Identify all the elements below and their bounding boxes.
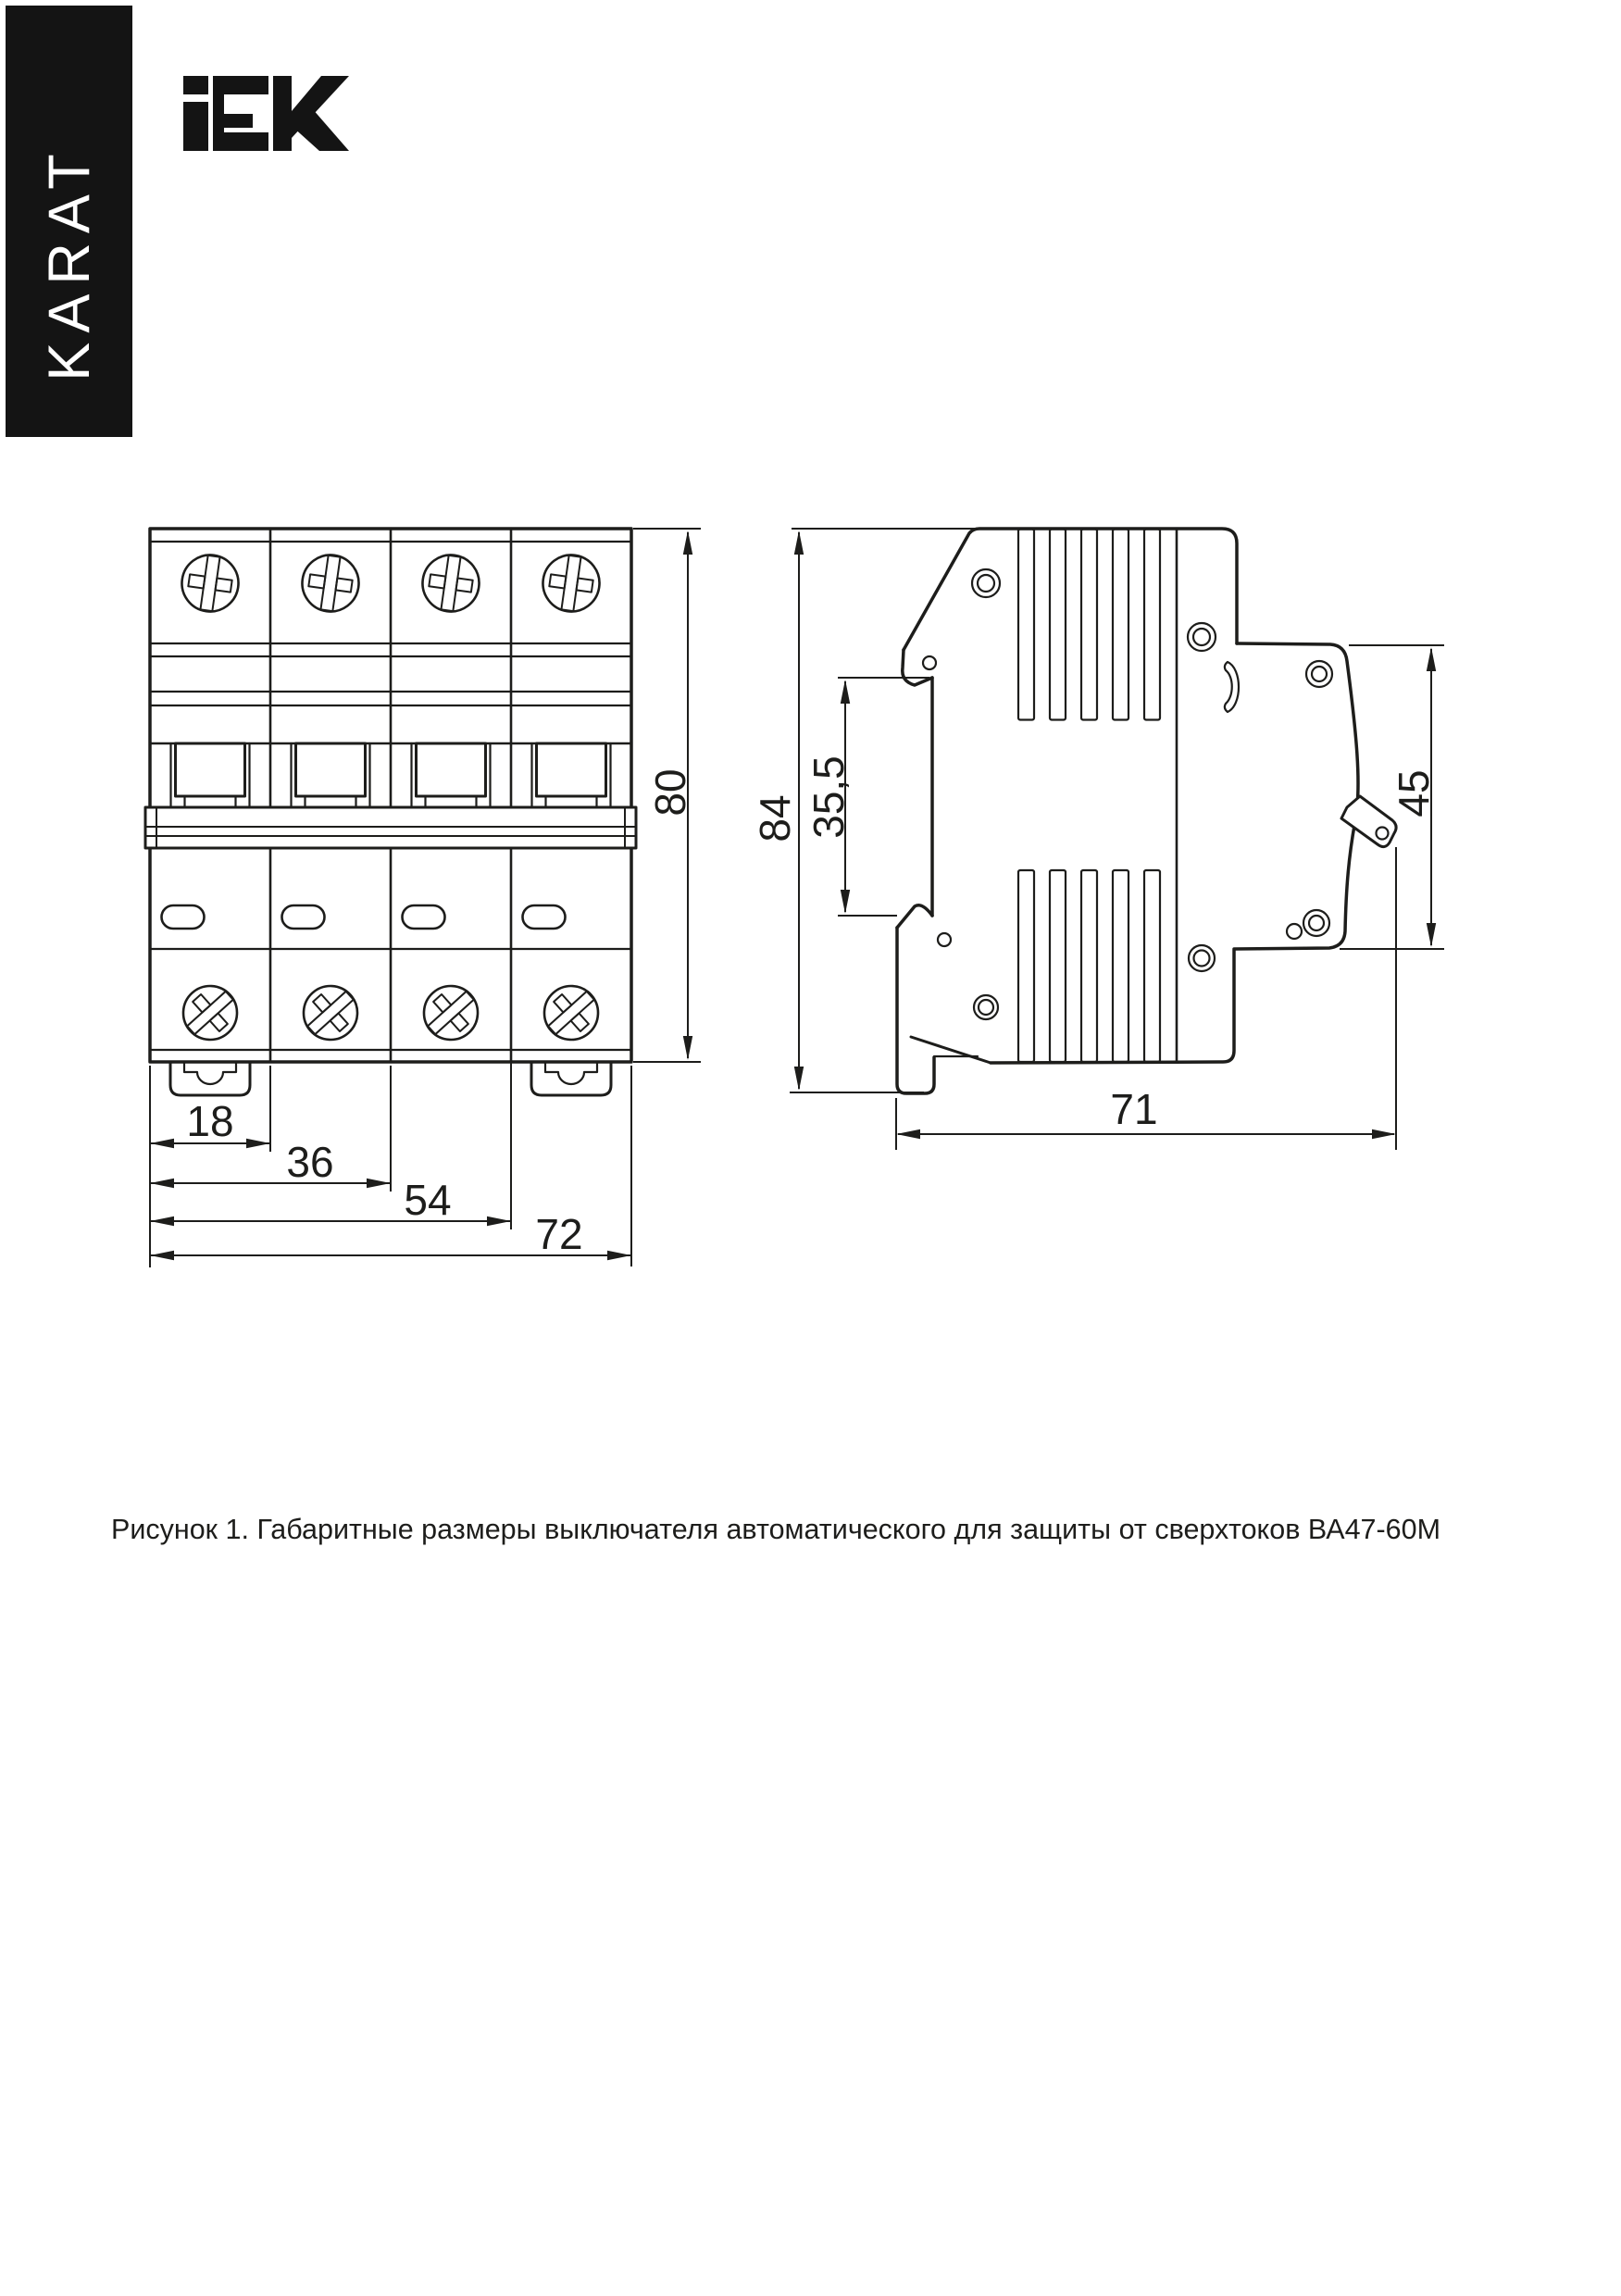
vent-slots-upper xyxy=(1018,530,1160,720)
brand-banner-text: KARAT xyxy=(36,144,102,381)
phillips-screw-icon xyxy=(540,552,604,616)
toggle-handle xyxy=(412,743,491,807)
phillips-screw-icon xyxy=(413,975,489,1051)
nose-hole xyxy=(923,656,936,669)
escutcheon-band xyxy=(145,807,636,848)
dim-label-71: 71 xyxy=(1110,1085,1158,1133)
dim-label-80: 80 xyxy=(646,768,694,817)
toggle-handle xyxy=(292,743,370,807)
toggle-handle xyxy=(532,743,611,807)
kidney-slot xyxy=(1225,662,1239,712)
phillips-screw-icon xyxy=(533,975,609,1051)
label-windows xyxy=(162,905,566,929)
dim-label-36: 36 xyxy=(286,1138,334,1186)
dimension-45 xyxy=(1340,645,1444,949)
din-clip xyxy=(531,1063,611,1095)
phillips-screw-icon xyxy=(172,975,248,1051)
side-view xyxy=(751,529,1444,1150)
dimension-80 xyxy=(633,529,701,1062)
phillips-screw-icon xyxy=(419,552,483,616)
dim-label-45: 45 xyxy=(1390,769,1438,817)
rivets xyxy=(972,569,1332,1019)
front-view xyxy=(145,529,701,1267)
toggle-handle xyxy=(171,743,250,807)
dim-label-54: 54 xyxy=(404,1176,452,1224)
vent-slots-lower xyxy=(1018,870,1160,1062)
dim-label-18: 18 xyxy=(186,1097,234,1145)
dim-label-84: 84 xyxy=(751,794,799,842)
dimension-71 xyxy=(896,847,1396,1150)
phillips-screw-icon xyxy=(179,552,243,616)
din-clip xyxy=(170,1063,250,1095)
latch-hole xyxy=(938,933,951,946)
toggle-lever xyxy=(1341,796,1396,847)
dim-label-35-5: 35,5 xyxy=(804,755,853,839)
dimension-35-5 xyxy=(804,678,929,916)
phillips-screw-icon xyxy=(293,975,368,1051)
dim-label-72: 72 xyxy=(535,1210,583,1258)
phillips-screw-icon xyxy=(299,552,363,616)
figure-caption: Рисунок 1. Габаритные размеры выключателя автоматического для защиты от сверхтоков ВА47-60М xyxy=(111,1514,1440,1545)
dimension-widths xyxy=(150,1063,631,1267)
